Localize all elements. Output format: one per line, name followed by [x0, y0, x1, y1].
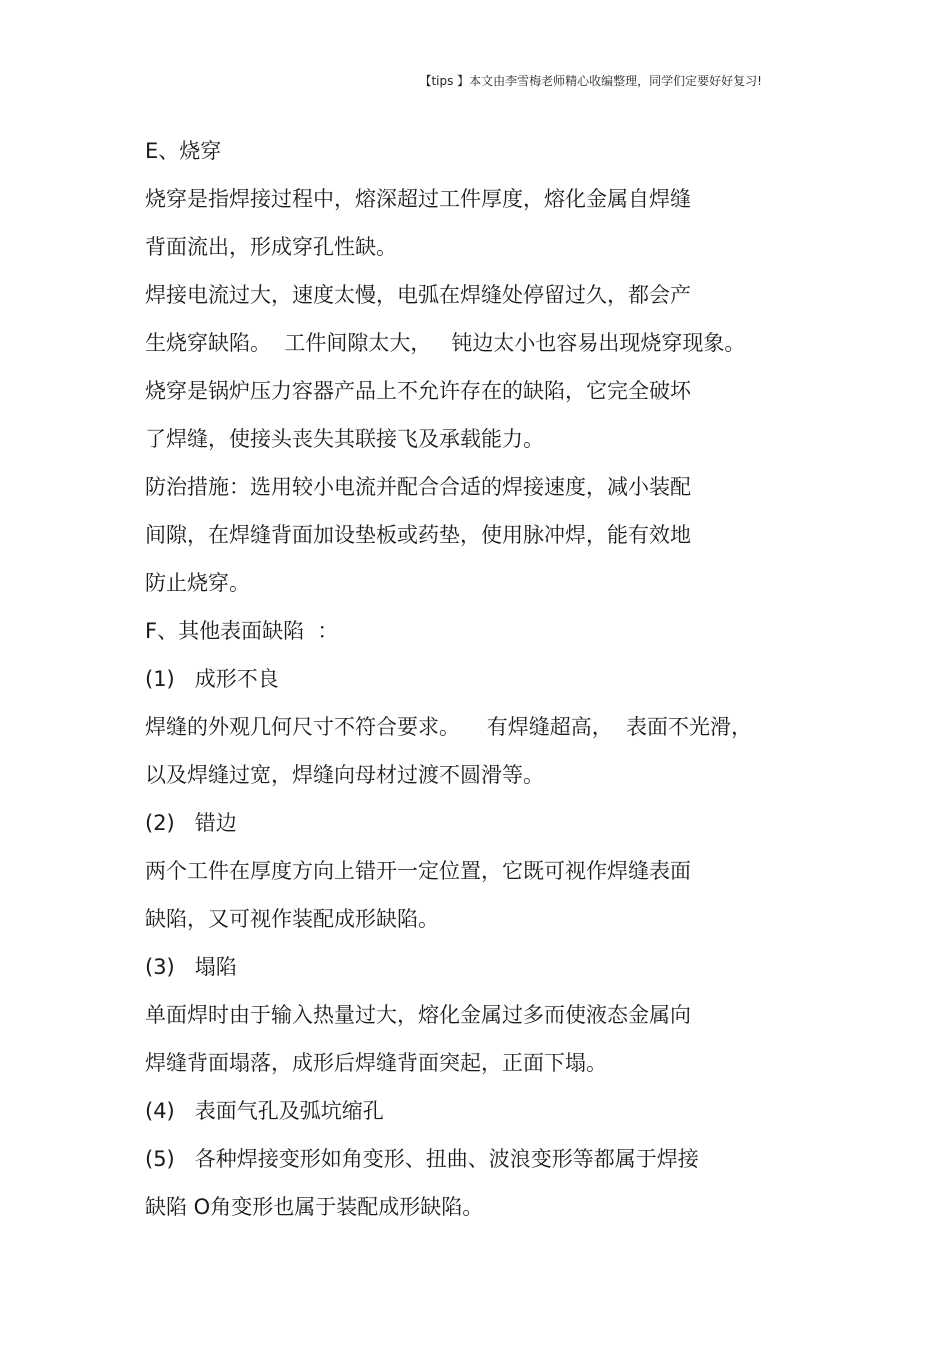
section-heading-e: E、烧穿 [145, 139, 222, 163]
paragraph-line: 焊缝背面塌落，成形后焊缝背面突起，正面下塌。 [145, 1051, 607, 1075]
paragraph-line: 缺陷，又可视作装配成形缺陷。 [145, 907, 439, 931]
list-item-heading: (1) 成形不良 [145, 667, 279, 691]
paragraph-line: 生烧穿缺陷。 工件间隙太大， 钝边太小也容易出现烧穿现象。 [145, 331, 746, 355]
paragraph-line: 两个工件在厚度方向上错开一定位置，它既可视作焊缝表面 [145, 859, 691, 883]
document-body [145, 127, 805, 1231]
paragraph-line: 防治措施：选用较小电流并配合合适的焊接速度，减小装配 [145, 475, 691, 499]
paragraph-line: 焊接电流过大，速度太慢，电弧在焊缝处停留过久，都会产 [145, 283, 691, 307]
paragraph-line: 烧穿是指焊接过程中，熔深超过工件厚度，熔化金属自焊缝 [145, 187, 691, 211]
paragraph-line: 焊缝的外观几何尺寸不符合要求。 有焊缝超高， 表面不光滑， [145, 715, 753, 739]
list-item-heading: (3) 塌陷 [145, 955, 237, 979]
paragraph-line: 背面流出，形成穿孔性缺。 [145, 235, 397, 259]
paragraph-line: 了焊缝，使接头丧失其联接飞及承载能力。 [145, 427, 544, 451]
paragraph-line: 以及焊缝过宽，焊缝向母材过渡不圆滑等。 [145, 763, 544, 787]
list-item-heading: (4) 表面气孔及弧坑缩孔 [145, 1099, 384, 1123]
header-note: 【tips 】本文由李雪梅老师精心收编整理，同学们定要好好复习! [419, 74, 762, 88]
paragraph-line: 烧穿是锅炉压力容器产品上不允许存在的缺陷，它完全破坏 [145, 379, 691, 403]
paragraph-line: 防止烧穿。 [145, 571, 250, 595]
paragraph-line: 单面焊时由于输入热量过大，熔化金属过多而使液态金属向 [145, 1003, 691, 1027]
section-heading-f: F、其他表面缺陷 ： [145, 619, 339, 643]
paragraph-line: 缺陷 O角变形也属于装配成形缺陷。 [145, 1195, 484, 1219]
paragraph-line: 间隙，在焊缝背面加设垫板或药垫，使用脉冲焊，能有效地 [145, 523, 691, 547]
list-item-heading: (2) 错边 [145, 811, 237, 835]
list-item-heading: (5) 各种焊接变形如角变形、扭曲、波浪变形等都属于焊接 [145, 1147, 699, 1171]
